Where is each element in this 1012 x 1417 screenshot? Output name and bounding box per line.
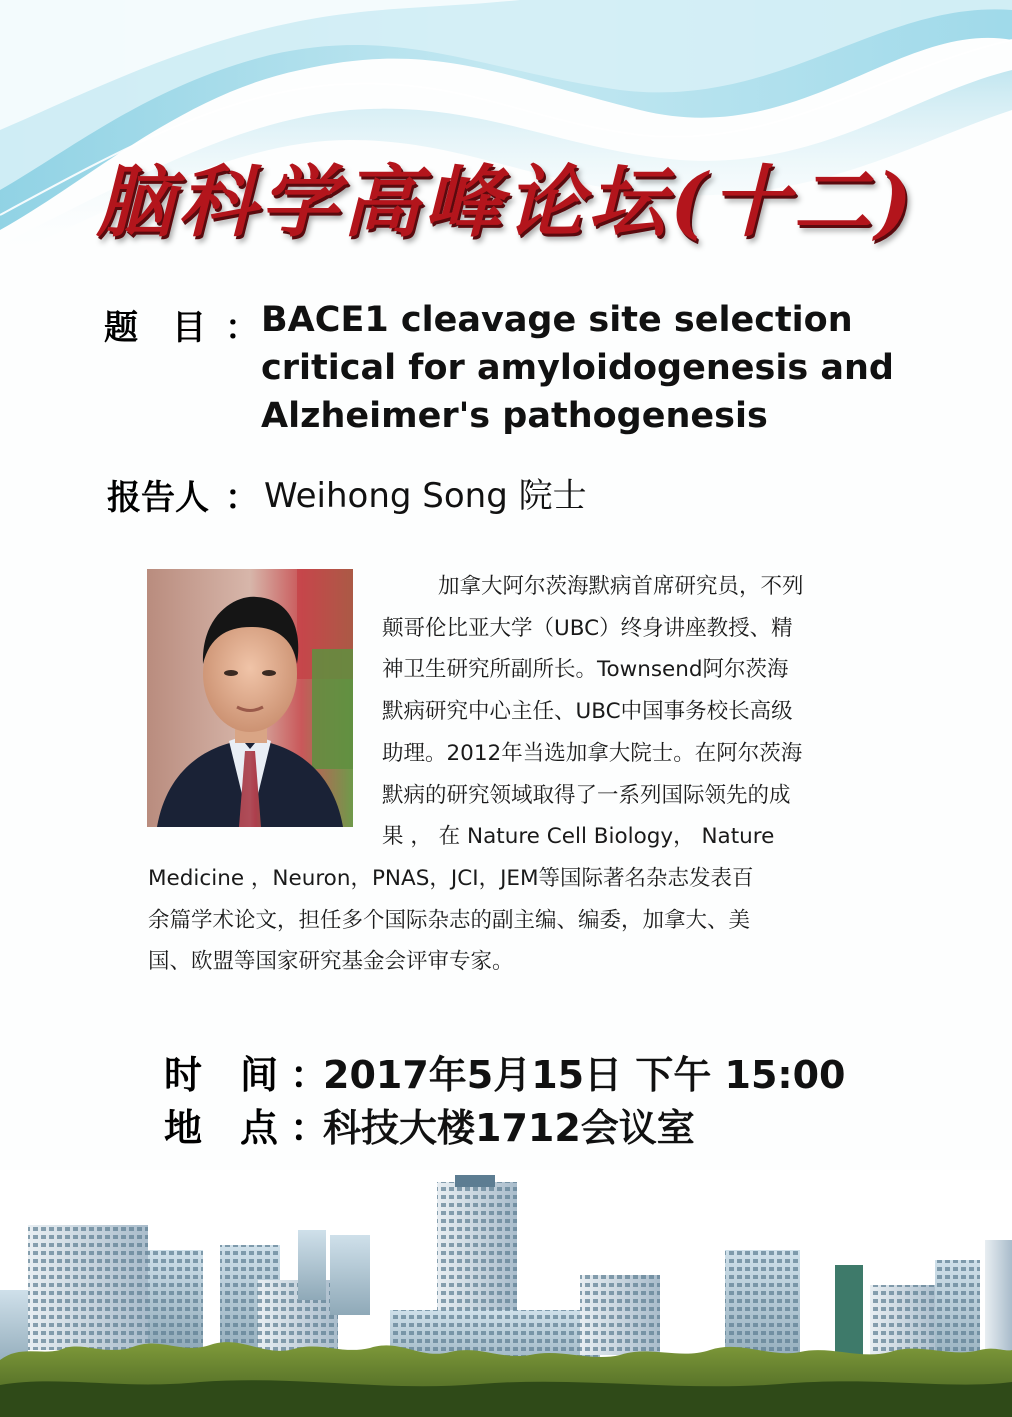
speaker-label: 报告人	[107, 478, 209, 518]
event-place: 科技大楼1712会议室	[323, 1106, 695, 1150]
bio-line: 助理。2012年当选加拿大院士。在阿尔茨海	[382, 740, 803, 766]
event-time: 2017年5月15日 下午 15:00	[323, 1053, 846, 1097]
speaker-bio	[148, 566, 866, 983]
topic-title	[261, 296, 961, 440]
bio-line: 余篇学术论文，担任多个国际杂志的副主编、编委，加拿大、美	[148, 907, 751, 933]
bio-line: Medicine ，Neuron，PNAS，JCI，JEM等国际著名杂志发表百	[148, 865, 754, 891]
poster-title: 脑科学高峰论坛(十二)	[96, 157, 916, 248]
place-colon: ：	[290, 1106, 329, 1150]
bio-line: 默病的研究领域取得了一系列国际领先的成	[382, 782, 791, 808]
bio-line: 加拿大阿尔茨海默病首席研究员，不列	[438, 574, 804, 599]
time-label: 时 间	[164, 1053, 279, 1097]
place-label: 地 点	[164, 1106, 279, 1150]
bio-line: 神卫生研究所副所长。Townsend阿尔茨海	[382, 657, 789, 683]
topic-line: BACE1 cleavage site selection	[261, 300, 853, 340]
speaker-colon: ：	[225, 478, 259, 518]
topic-colon: ：	[225, 308, 259, 348]
campus-skyline-image	[0, 1170, 1012, 1417]
topic-label: 题 目	[104, 308, 206, 348]
bio-line: 默病研究中心主任、UBC中国事务校长高级	[382, 699, 793, 725]
time-colon: ：	[290, 1053, 329, 1097]
bio-line: 果 ， 在 Nature Cell Biology， Nature	[382, 824, 775, 850]
bio-line: 国、欧盟等国家研究基金会评审专家。	[148, 949, 514, 975]
topic-line: critical for amyloidogenesis and	[261, 348, 894, 388]
speaker-name: Weihong Song 院士	[264, 476, 587, 516]
topic-line: Alzheimer's pathogenesis	[261, 396, 768, 436]
bio-line: 颠哥伦比亚大学（UBC）终身讲座教授、精	[382, 615, 793, 641]
